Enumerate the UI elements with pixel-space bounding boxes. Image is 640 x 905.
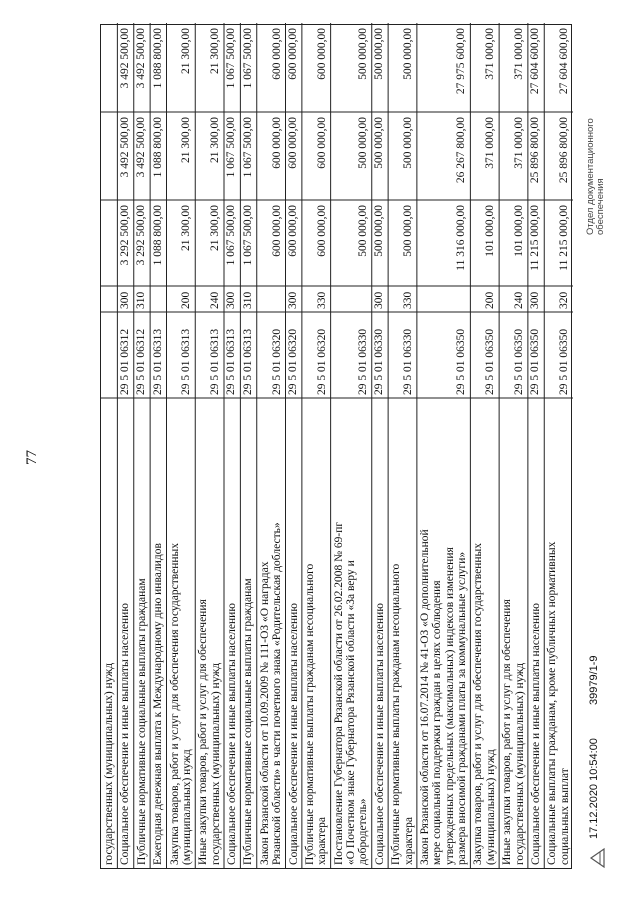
cell-csr: 29 5 01 06312 xyxy=(118,328,131,395)
cell-vr: 300 xyxy=(118,291,131,309)
cell-v2020: 101 000,00 xyxy=(484,205,497,257)
cell-v2020: 3 292 500,00 xyxy=(118,205,131,266)
cell-v2021: 500 000,00 xyxy=(373,117,386,169)
row-description: социальных выплат xyxy=(558,768,571,865)
row-description: государственных (муниципальных) нужд xyxy=(209,662,222,865)
cell-v2022: 500 000,00 xyxy=(373,28,386,80)
row-description: государственных (муниципальных) нужд xyxy=(103,662,115,865)
cell-csr: 29 5 01 06350 xyxy=(512,328,525,395)
cell-v2022: 1 067 500,00 xyxy=(225,28,238,89)
cell-v2021: 500 000,00 xyxy=(401,117,414,169)
row-description: Социальное обеспечение и иные выплаты населению xyxy=(226,603,238,865)
stamp-line: обеспечения xyxy=(595,178,606,235)
cell-vr: 200 xyxy=(484,291,497,309)
cell-vr: 200 xyxy=(180,291,193,309)
cell-v2021: 3 492 500,00 xyxy=(135,117,148,178)
cell-vr: 300 xyxy=(529,291,542,309)
cell-v2022: 21 300,00 xyxy=(209,28,221,74)
row-description: (муниципальных) нужд xyxy=(180,749,193,865)
cell-csr: 29 5 01 06320 xyxy=(270,328,283,395)
cell-v2020: 600 000,00 xyxy=(270,205,283,257)
row-description: государственных (муниципальных) нужд xyxy=(513,662,526,865)
row-description: Социальные выплаты гражданам, кроме публичных нормативных xyxy=(546,541,559,865)
cell-v2021: 600 000,00 xyxy=(270,117,283,169)
row-description: Ежегодная денежная выплата к Международному дню инвалидов xyxy=(152,543,165,865)
cell-vr: 310 xyxy=(135,291,148,309)
row-description: добродетель» xyxy=(357,798,370,865)
row-description: «О Почетном знаке Губернатора Рязанской области «За веру и xyxy=(345,560,357,865)
row-description: размера вносимой гражданами платы за коммунальные услуги» xyxy=(456,551,468,865)
cell-v2020: 600 000,00 xyxy=(286,205,299,257)
row-description: характера xyxy=(316,817,329,865)
cell-v2022: 500 000,00 xyxy=(356,28,369,80)
cell-v2021: 1 067 500,00 xyxy=(225,117,238,178)
cell-vr: 330 xyxy=(401,291,414,309)
page-number: 77 xyxy=(24,450,40,465)
cell-v2022: 21 300,00 xyxy=(180,28,193,74)
cell-v2021: 500 000,00 xyxy=(356,117,369,169)
row-description: утвержденных предельных (максимальных) индексов изменения xyxy=(443,547,456,865)
cell-vr: 240 xyxy=(512,291,525,309)
cell-v2020: 1 088 800,00 xyxy=(151,205,164,266)
cell-v2020: 1 067 500,00 xyxy=(241,205,254,266)
cell-v2020: 1 067 500,00 xyxy=(225,205,238,266)
cell-csr: 29 5 01 06350 xyxy=(484,328,497,395)
cell-v2022: 3 492 500,00 xyxy=(135,28,148,89)
row-description: Публичные нормативные социальные выплаты гражданам xyxy=(135,578,148,865)
footer-date: 17.12.2020 10:54:00 xyxy=(588,738,600,839)
cell-csr: 29 5 01 06350 xyxy=(529,328,542,395)
cell-v2020: 600 000,00 xyxy=(315,205,328,257)
cell-v2022: 600 000,00 xyxy=(286,28,299,80)
cell-v2020: 21 300,00 xyxy=(209,205,221,251)
row-description: Иные закупки товаров, работ и услуг для обеспечения xyxy=(501,599,514,865)
cell-v2022: 27 975 600,00 xyxy=(455,28,468,95)
row-description: Закон Рязанской области от 10.09.2009 № 111-ОЗ «О наградах xyxy=(258,561,271,865)
cell-csr: 29 5 01 06330 xyxy=(373,328,386,395)
cell-v2022: 1 088 800,00 xyxy=(151,28,164,89)
row-description: Публичные нормативные выплаты гражданам несоциального xyxy=(303,563,316,865)
row-description: Постановление Губернатора Рязанской области от 26.02.2008 № 69-пг xyxy=(332,521,345,865)
cell-v2021: 26 267 800,00 xyxy=(455,117,468,184)
row-description: Социальное обеспечение и иные выплаты населению xyxy=(119,603,132,865)
row-description: Закон Рязанской области от 16.07.2014 № 41-ОЗ «О дополнительной xyxy=(418,529,431,865)
row-description: характера xyxy=(402,817,415,865)
cell-v2021: 21 300,00 xyxy=(209,117,221,163)
cell-v2020: 21 300,00 xyxy=(180,205,193,251)
cell-v2021: 1 088 800,00 xyxy=(151,117,164,178)
cell-vr: 320 xyxy=(558,291,570,309)
logo-icon xyxy=(588,847,606,869)
cell-v2022: 371 000,00 xyxy=(484,28,497,80)
cell-vr: 300 xyxy=(286,291,299,309)
cell-v2020: 500 000,00 xyxy=(401,205,414,257)
cell-v2020: 3 292 500,00 xyxy=(135,205,148,266)
cell-vr: 300 xyxy=(225,291,238,309)
cell-v2020: 500 000,00 xyxy=(356,205,369,257)
cell-csr: 29 5 01 06313 xyxy=(180,328,193,395)
cell-vr: 330 xyxy=(315,291,328,309)
stamp-line: Отдел документационного xyxy=(585,118,596,235)
cell-v2022: 600 000,00 xyxy=(270,28,283,80)
cell-v2022: 500 000,00 xyxy=(401,28,414,80)
cell-csr: 29 5 01 06313 xyxy=(241,328,254,395)
row-description: Иные закупки товаров, работ и услуг для обеспечения xyxy=(197,599,210,865)
cell-v2022: 27 604 600,00 xyxy=(529,28,542,95)
cell-csr: 29 5 01 06313 xyxy=(225,328,238,395)
cell-csr: 29 5 01 06320 xyxy=(315,328,328,395)
row-description: Закупка товаров, работ и услуг для обеспечения государственных xyxy=(168,542,181,865)
row-description: Публичные нормативные социальные выплаты гражданам xyxy=(242,578,255,865)
row-description: Социальное обеспечение и иные выплаты населению xyxy=(287,603,300,865)
cell-v2021: 25 896 800,00 xyxy=(529,117,542,184)
cell-csr: 29 5 01 06350 xyxy=(558,328,570,395)
cell-v2021: 371 000,00 xyxy=(512,117,525,169)
cell-vr: 300 xyxy=(373,291,386,309)
row-description: Публичные нормативные выплаты гражданам несоциального xyxy=(390,563,403,865)
cell-csr: 29 5 01 06313 xyxy=(151,328,164,395)
cell-v2020: 500 000,00 xyxy=(373,205,386,257)
cell-v2020: 11 316 000,00 xyxy=(455,205,468,271)
budget-table xyxy=(100,24,572,869)
cell-vr: 310 xyxy=(241,291,254,309)
cell-csr: 29 5 01 06312 xyxy=(135,328,148,395)
department-stamp xyxy=(586,118,606,235)
cell-vr: 240 xyxy=(209,291,221,309)
cell-v2020: 11 215 000,00 xyxy=(529,205,542,271)
row-description: Закупка товаров, работ и услуг для обеспечения государственных xyxy=(472,542,485,865)
cell-csr: 29 5 01 06320 xyxy=(286,328,299,395)
row-description: Социальное обеспечение и иные выплаты населению xyxy=(373,603,386,865)
row-description: Рязанской области» в части почетного знака «Родительская доблесть» xyxy=(271,522,284,865)
row-description: (муниципальных) нужд xyxy=(484,749,497,865)
cell-v2021: 1 067 500,00 xyxy=(241,117,254,178)
cell-v2021: 3 492 500,00 xyxy=(118,117,131,178)
cell-v2021: 600 000,00 xyxy=(286,117,299,169)
cell-csr: 29 5 01 06350 xyxy=(455,328,468,395)
cell-v2022: 3 492 500,00 xyxy=(118,28,131,89)
cell-v2020: 101 000,00 xyxy=(512,205,525,257)
cell-v2021: 25 896 800,00 xyxy=(558,117,570,184)
cell-v2022: 371 000,00 xyxy=(512,28,525,80)
cell-v2022: 600 000,00 xyxy=(315,28,328,80)
cell-csr: 29 5 01 06313 xyxy=(209,328,221,395)
cell-v2020: 11 215 000,00 xyxy=(558,205,570,271)
footer-doc-id: 39979/1-9 xyxy=(588,655,600,705)
row-description: мере социальной поддержки граждан в целях соблюдения xyxy=(431,580,444,865)
row-description: Социальное обеспечение и иные выплаты населению xyxy=(529,603,542,865)
cell-csr: 29 5 01 06330 xyxy=(356,328,369,395)
cell-v2021: 600 000,00 xyxy=(315,117,328,169)
cell-v2022: 1 067 500,00 xyxy=(241,28,254,89)
cell-v2022: 27 604 600,00 xyxy=(558,28,570,95)
cell-v2021: 371 000,00 xyxy=(484,117,497,169)
cell-csr: 29 5 01 06330 xyxy=(401,328,414,395)
cell-v2021: 21 300,00 xyxy=(180,117,193,163)
